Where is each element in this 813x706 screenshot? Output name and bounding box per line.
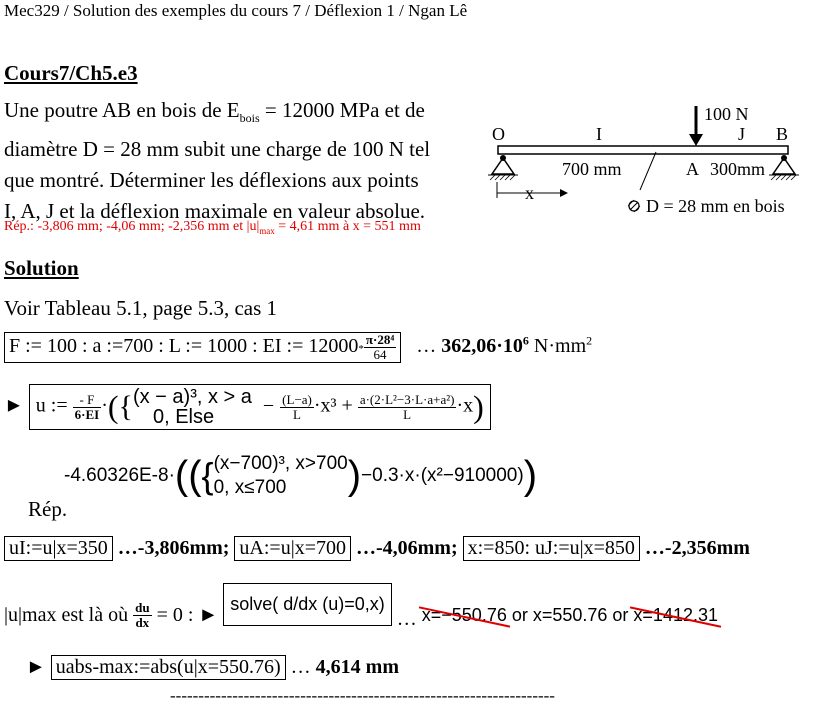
page-header: Mec329 / Solution des exemples du cours 7 / Déflexion 1 / Ngan Lê [4, 1, 468, 20]
answer-sub: max [259, 225, 275, 236]
max-text: |u|max est là où [4, 604, 129, 626]
section-pointer [640, 152, 656, 190]
definitions-fraction: $\frac{\text{π·28⁴}}{64}$ [365, 332, 395, 362]
left-hatch [490, 175, 515, 180]
ui-box: uI:=u|x=350 [4, 536, 113, 561]
x-axis-arrow [560, 189, 568, 197]
solution-title: Solution [4, 256, 79, 280]
root-out-of-range: x=1412.31 [633, 605, 718, 625]
beam [498, 146, 788, 154]
exercise-statement [4, 95, 430, 227]
statement-sub: bois [239, 111, 260, 126]
abs-max-row: ► uabs-max:=abs(u|x=550.76) … 4,614 mm [26, 656, 399, 678]
definitions-box: F := 100 : a :=700 : L := 1000 : EI := 12000* $\frac{\text{π·28⁴}}{64}$ [4, 332, 401, 363]
ei-value: 362,06·10 [441, 335, 523, 358]
max-row: |u|max est là où $\frac{du}{dx}$ = 0 : ► solve( d/dx (u)=0,x) … x=−550.76 or x=550.76 or x=1412.31 [4, 578, 718, 638]
ui-value: …-3,806mm; [117, 537, 230, 559]
root-valid: or x=550.76 or [511, 605, 629, 625]
uj-box: x:=850: uJ:=u|x=850 [463, 536, 640, 561]
u-case-2: 0, Else [152, 406, 215, 428]
solve-box: solve( d/dx (u)=0,x) [223, 583, 392, 626]
root-negative: x=−550.76 [421, 605, 507, 625]
rep-label: Rép. [28, 497, 68, 521]
statement-line-2: diamètre D = 28 mm subit une charge de 100 N tel [4, 137, 431, 162]
arrow-icon: ► [4, 394, 24, 417]
section-label: D = 28 mm en bois [646, 196, 785, 216]
definitions-row: F := 100 : a :=700 : L := 1000 : EI := 12000* $\frac{\text{π·28⁴}}{64}$ … $362,06\cdot 10^6$ $N\cdot mm^2$ [4, 332, 592, 363]
statement-line-4: I, A, J et la déflexion maximale en valeur absolue. [4, 199, 426, 224]
statement-line-3: que montré. Déterminer les déflexions aux points [4, 168, 419, 193]
right-hatch [771, 175, 796, 180]
deflection-row [4, 536, 750, 561]
load-label: 100 N [704, 104, 749, 124]
dim-left: 700 mm [562, 159, 622, 179]
statement-line-1a: Une poutre AB en bois de E [4, 98, 240, 122]
beam-diagram [470, 100, 813, 225]
label-a: A [686, 159, 699, 179]
separator: -------------------------------------------------------------------- [170, 686, 555, 705]
answer-line [4, 219, 421, 236]
label-b: B [776, 124, 789, 144]
exercise-title: Cours7/Ch5.e3 [4, 61, 138, 85]
u-case-1: (x − a)³, x > a [132, 386, 252, 408]
statement-line-1b: = 12000 MPa et de [259, 98, 425, 122]
u-result: -4.60326E-8·(({ (x−700)³, x>700 0, x≤700 )−0.3·x·(x²−910000)) [64, 453, 538, 498]
definitions-text: F := 100 : a :=700 : L := 1000 : EI := 12000 [9, 335, 359, 358]
uj-value: …-2,356mm [644, 537, 750, 559]
label-o: O [492, 124, 505, 144]
arrow-icon-2: ► [26, 656, 46, 678]
x-axis-label: x [525, 183, 534, 203]
u-definition-row [4, 384, 491, 430]
answer-tail: = 4,61 mm à x = 551 mm [274, 219, 421, 234]
ua-value: …-4,06mm; [355, 537, 458, 559]
dim-right: 300mm [710, 159, 766, 179]
answer-text: Rép.: -3,806 mm; -4,06 mm; -2,356 mm et |u| [4, 219, 260, 234]
ua-box: uA:=u|x=700 [234, 536, 351, 561]
uabs-value: 4,614 mm [315, 656, 399, 678]
u-definition-box: u := $\frac{- F}{6\cdot EI}$ ·({ (x − a)³, x > a 0, Else − $\frac{(L-a)}{L}$ ·x³ + $\frac{\text{a·(2·L²−3·L·a+a²)}}{L}$ ·x) [29, 384, 491, 430]
label-j: J [738, 124, 746, 144]
load-arrow-head [689, 134, 703, 146]
solution-reference: Voir Tableau 5.1, page 5.3, cas 1 [4, 296, 278, 320]
label-i: I [596, 124, 602, 144]
uabs-box: uabs-max:=abs(u|x=550.76) [51, 655, 286, 680]
